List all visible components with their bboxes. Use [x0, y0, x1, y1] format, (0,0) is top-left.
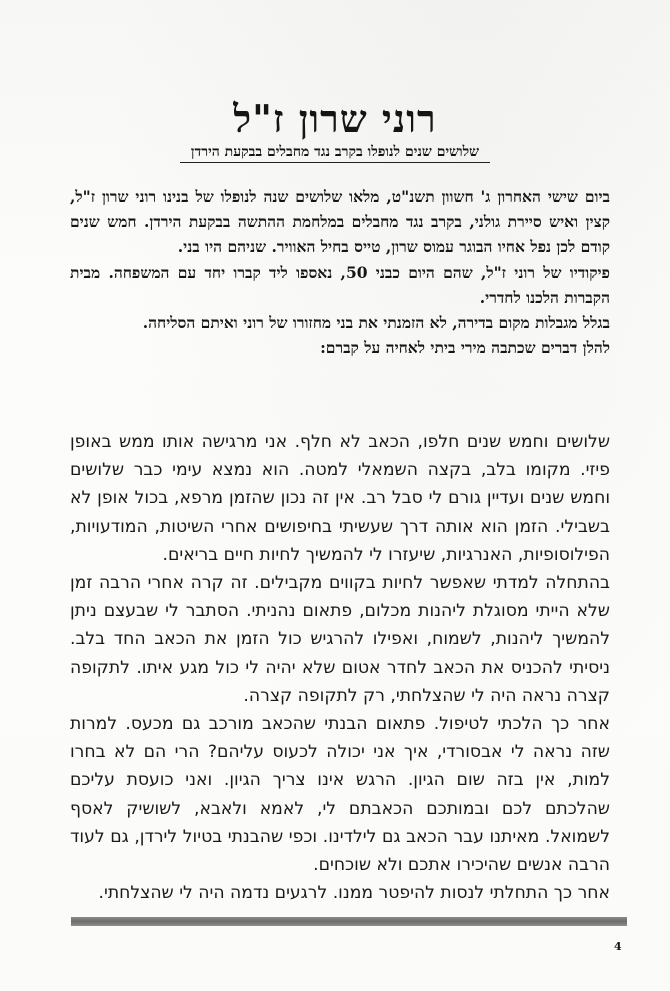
letter-paragraph: שלושים וחמש שנים חלפו, הכאב לא חלף. אני מרגישה אותו ממש באופן פיזי. מקומו בלב, בקצה השמאלי למטה. הוא נמצא עימי כבר שלושים וחמש שנים ועדיין גורם לי סבל רב. אין זה נכון שהזמן מרפא, בכול אופן לא בשבילי. הזמן הוא אותה דרך שעשיתי בחיפושים אחרי השיטות, המודעויות, הפילוסופיות, האנרגיות, שיעזרו לי להמשיך לחיות חיים בריאים. — [70, 432, 610, 565]
intro-section — [70, 184, 610, 360]
intro-paragraph: ביום שישי האחרון ג' חשוון תשנ"ט, מלאו שלושים שנה לנופלו של בנינו רוני שרון ז"ל, קצין ואיש סיירת גולני, בקרב נגד מחבלים במלחמת ההתשה בבקעת הירדן. חמש שנים קודם לכן נפל אחיו הבוגר עמוס שרון, טייס בחיל האוויר. שניהם היו בני. — [70, 187, 610, 257]
article-title: רוני שרון ז"ל — [233, 96, 437, 141]
page-number: 4 — [614, 940, 622, 953]
subtitle-underline — [180, 162, 490, 163]
letter-paragraph: אחר כך הלכתי לטיפול. פתאום הבנתי שהכאב מורכב גם מכעס. למרות שזה נראה לי אבסורדי, איך אני יכולה לכעוס עליהם? הרי הם לא בחרו למות, אין בזה שום הגיון. הרגש אינו צריך הגיון. ואני כועסת עליכם שהלכתם לכם ובמותכם הכאבתם לי, לאמא ולאבא, לשושיק לאסף לשמואל. מאיתנו עבר הכאב גם לילדינו. וכפי שהבנתי בטיול לירדן, גם לעוד הרבה אנשים שהיכירו אתכם ולא שוכחים. — [70, 714, 610, 876]
intro-paragraph: להלן דברים שכתבה מירי ביתי לאחיה על קברם: — [320, 338, 610, 358]
intro-paragraph: פיקודיו של רוני ז"ל, שהם היום כבני 50, נאספו ליד קברו יחד עם המשפחה. מבית הקברות הלכנו לחדרי. — [70, 262, 610, 307]
article-subtitle: שלושים שנים לנופלו בקרב נגד מחבלים בבקעת הירדן — [190, 144, 480, 160]
letter-paragraph: אחר כך התחלתי לנסות להיפטר ממנו. לרגעים נדמה היה לי שהצלחתי. — [98, 883, 610, 904]
intro-paragraph: בגלל מגבלות מקום בדירה, לא הזמנתי את בני מחזורו של רוני ואיתם הסליחה. — [142, 313, 610, 333]
letter-section — [70, 428, 610, 907]
footer-divider-bar — [71, 917, 627, 926]
letter-paragraph: בהתחלה למדתי שאפשר לחיות בקווים מקבילים. זה קרה אחרי הרבה זמן שלא הייתי מסוגלת ליהנות מכלום, פתאום נהניתי. הסתבר לי שבעצם ניתן להמשיך ליהנות, לשמוח, ואפילו להרגיש כול הזמן את הכאב החד בלב. ניסיתי להכניס את הכאב לחדר אטום שלא יהיה לי כול מגע איתו. לתקופה קצרה נראה היה לי שהצלחתי, רק לתקופה קצרה. — [70, 573, 610, 706]
